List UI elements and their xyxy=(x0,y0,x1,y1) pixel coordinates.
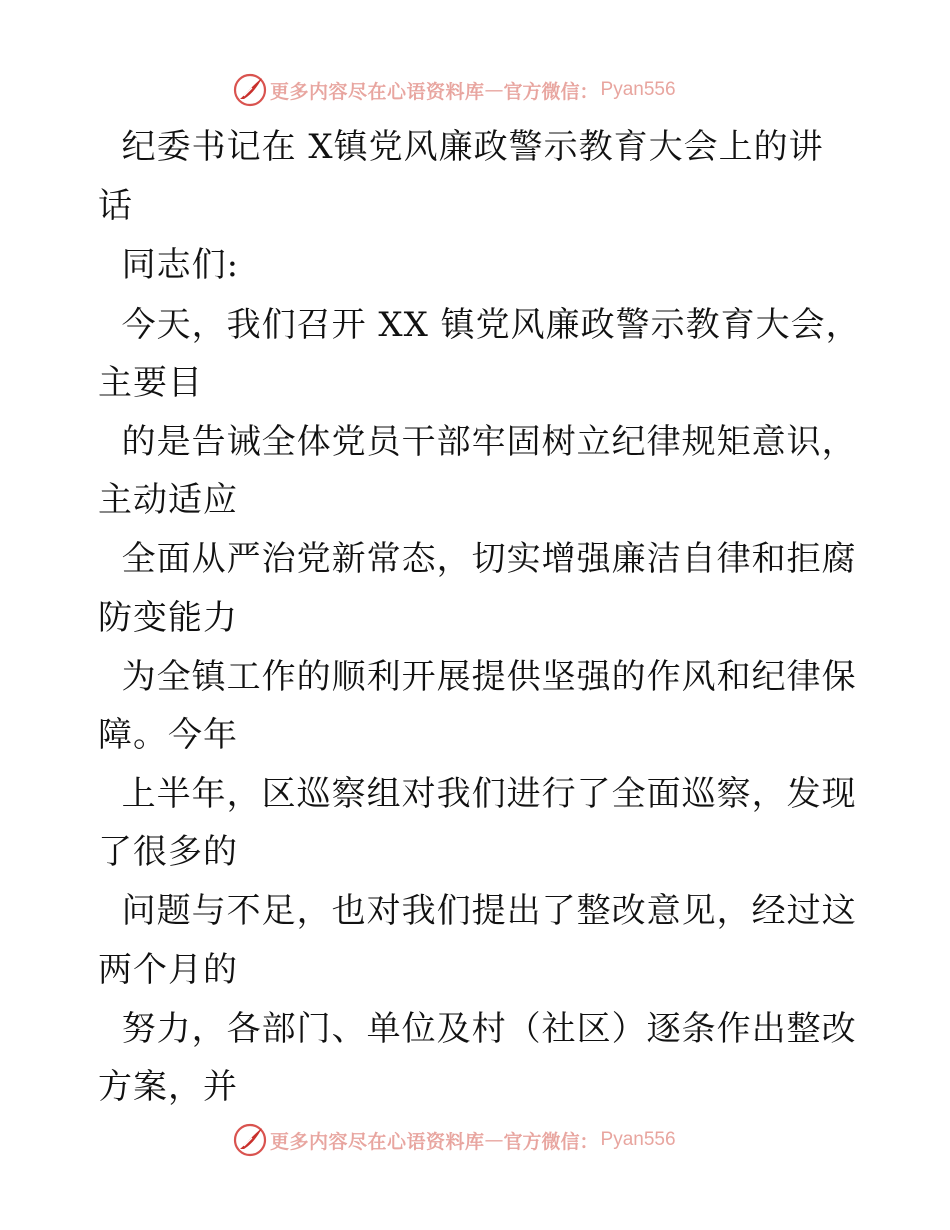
watermark-wechat-id: Pyan556 xyxy=(600,1129,676,1150)
watermark-wechat-label: 官方微信： xyxy=(503,80,599,103)
text-line: 今天，我们召开 XX 镇党风廉政警示教育大会， xyxy=(98,305,861,345)
text-line: 全面从严治党新常态，切实增强廉洁自律和拒腐 xyxy=(98,539,857,579)
watermark-dash: — xyxy=(484,1129,504,1151)
text-line: 为全镇工作的顺利开展提供坚强的作风和纪律保 xyxy=(98,657,857,697)
quill-logo-icon xyxy=(232,1122,268,1158)
quill-logo-icon xyxy=(232,72,268,108)
text-line: 同志们: xyxy=(98,245,240,285)
text-line: 纪委书记在 X镇党风廉政警示教育大会上的讲 xyxy=(98,127,824,167)
watermark-wechat-id: Pyan556 xyxy=(600,79,676,100)
text-line: 努力，各部门、单位及村（社区）逐条作出整改 xyxy=(98,1009,857,1049)
watermark-text: 更多内容尽在心语资料库 xyxy=(270,1130,485,1153)
text-line: 方案，并 xyxy=(98,1067,238,1107)
watermark-banner-top xyxy=(232,70,712,110)
text-line: 上半年，区巡察组对我们进行了全面巡察，发现 xyxy=(98,774,857,814)
text-line: 了很多的 xyxy=(98,832,238,872)
text-line: 主要目 xyxy=(98,363,203,403)
text-line: 防变能力 xyxy=(98,598,238,638)
watermark-text: 更多内容尽在心语资料库 xyxy=(270,80,485,103)
watermark-wechat-label: 官方微信： xyxy=(503,1130,599,1153)
text-line: 障。今年 xyxy=(98,715,238,755)
text-line: 主动适应 xyxy=(98,480,238,520)
text-line: 的是告诫全体党员干部牢固树立纪律规矩意识， xyxy=(98,422,857,462)
text-line: 问题与不足，也对我们提出了整改意见，经过这 xyxy=(98,891,857,931)
watermark-dash: — xyxy=(484,79,504,101)
watermark-banner-bottom xyxy=(232,1120,712,1160)
text-line: 两个月的 xyxy=(98,950,238,990)
text-line: 话 xyxy=(98,186,133,226)
